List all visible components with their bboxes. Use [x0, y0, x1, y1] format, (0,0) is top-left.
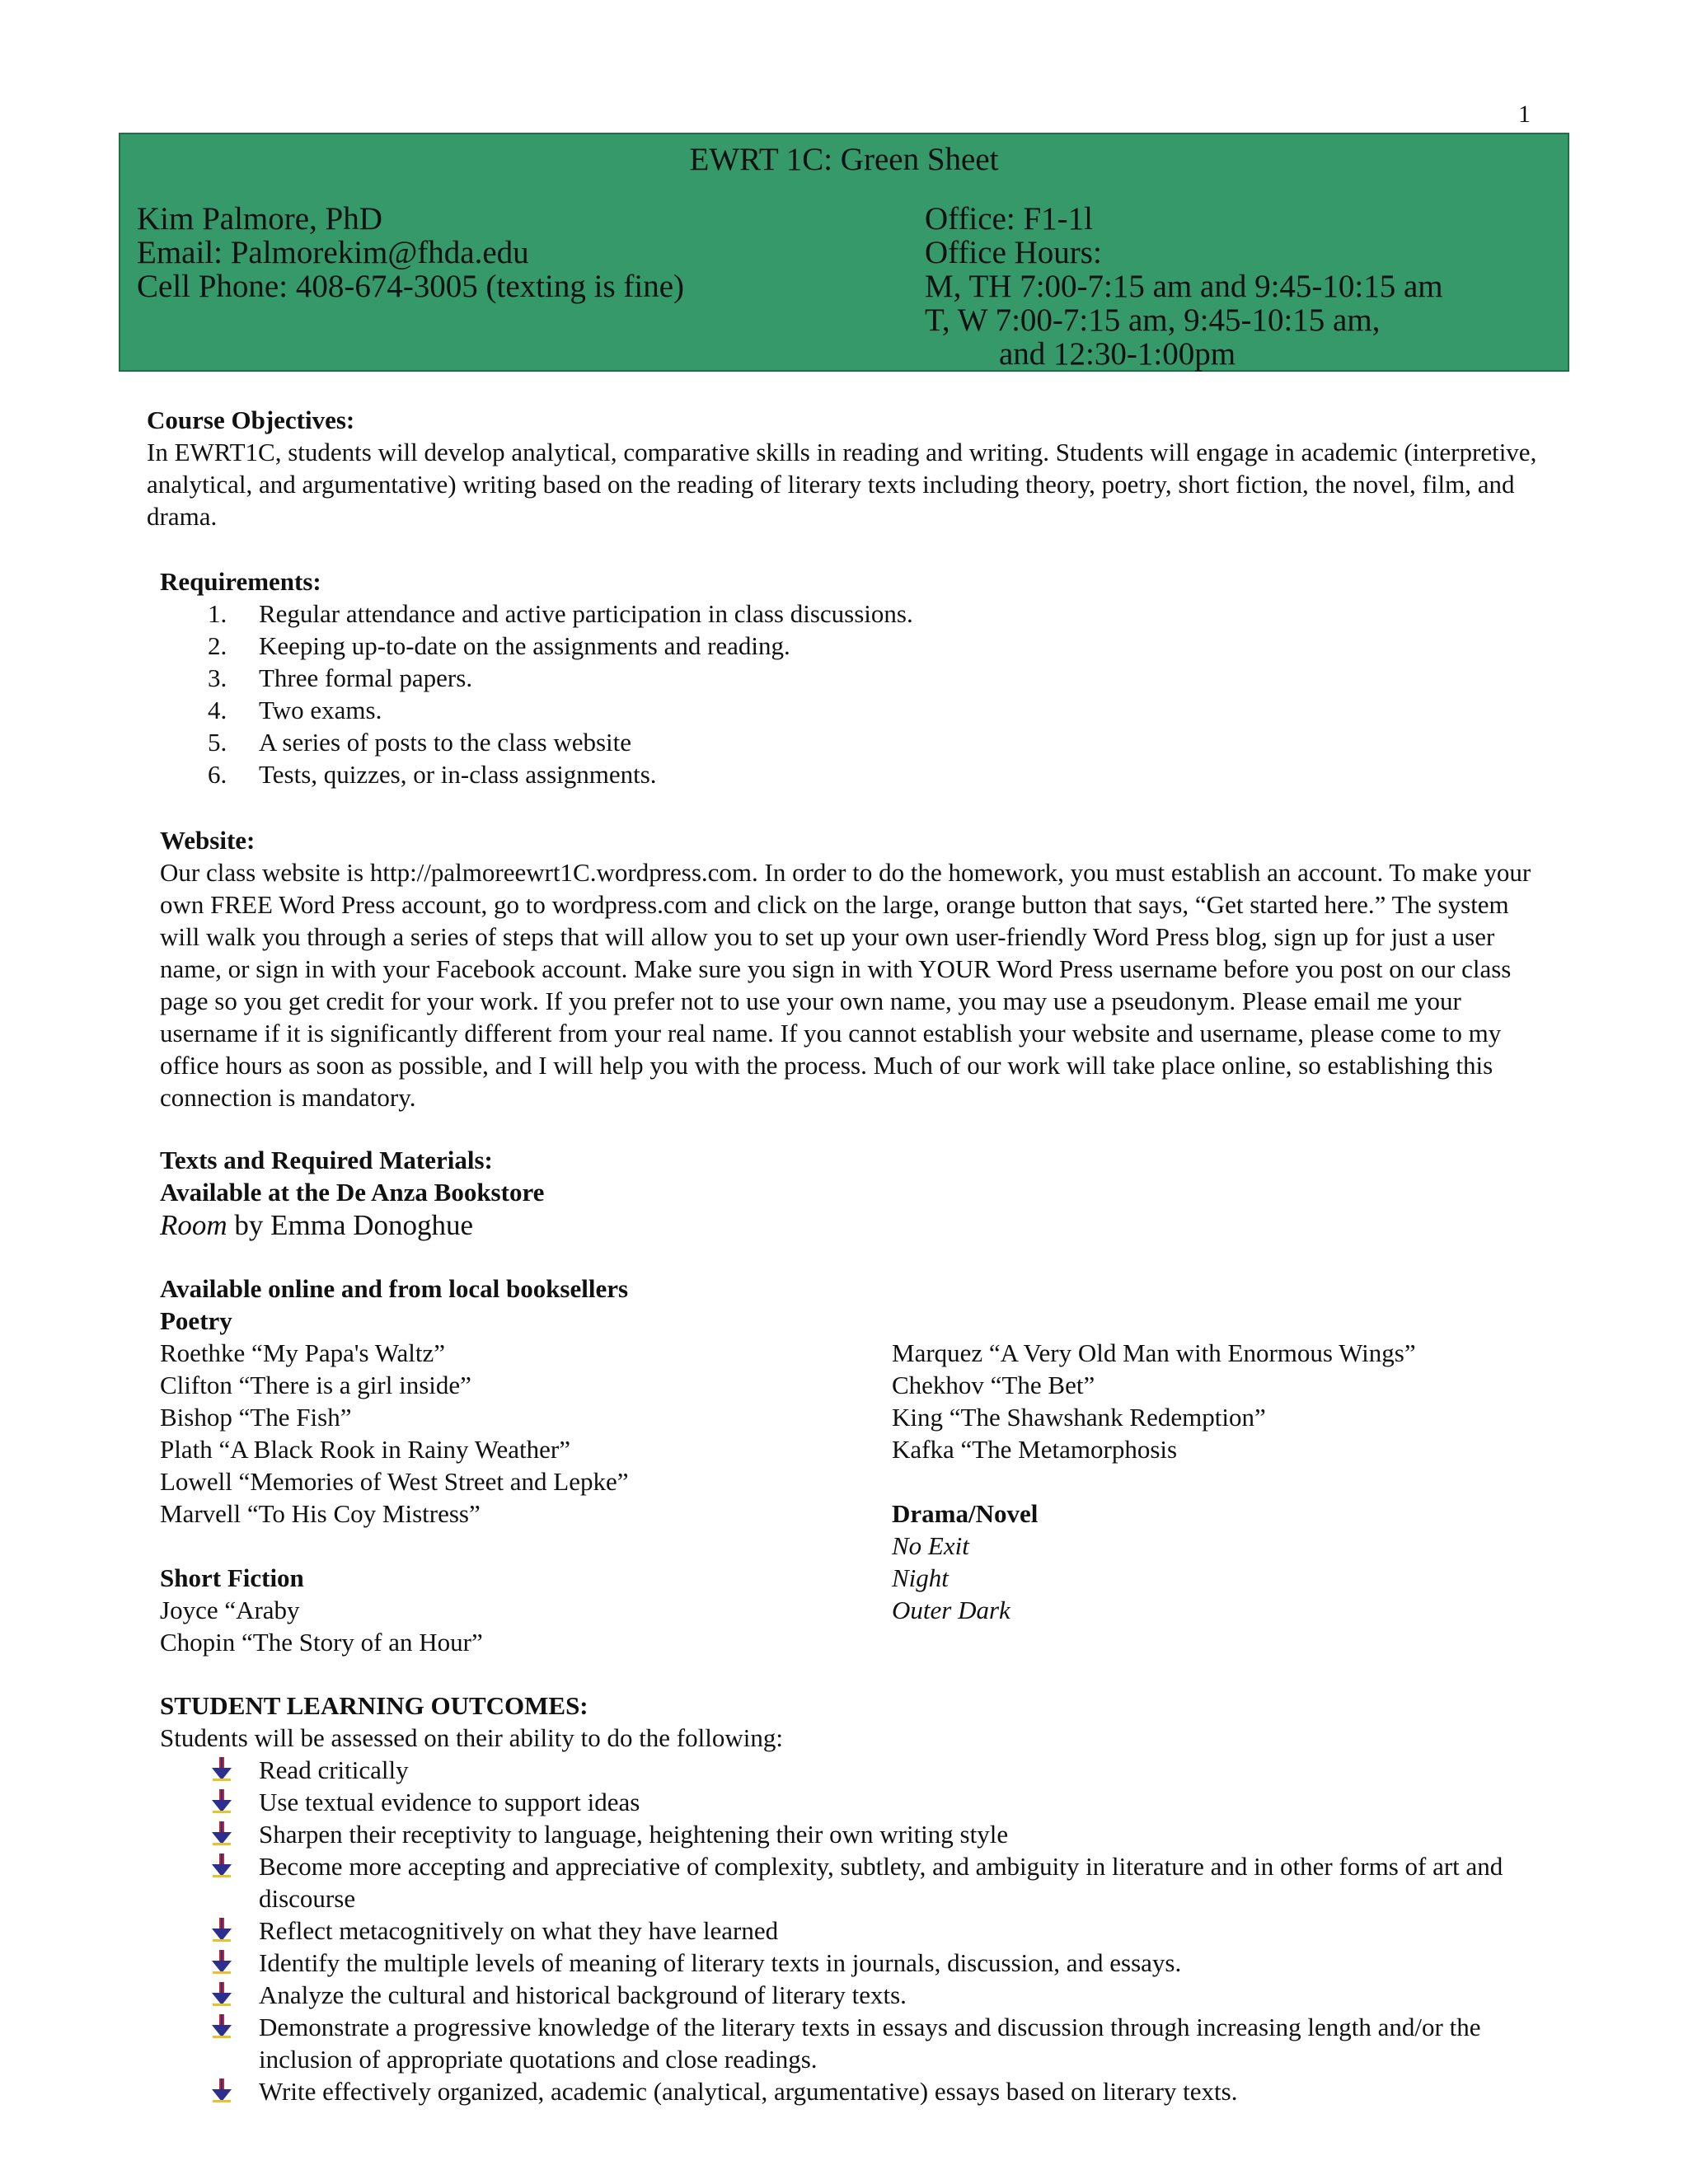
header-title: EWRT 1C: Green Sheet [689, 142, 999, 177]
office-hours-line: and 12:30-1:00pm [999, 336, 1236, 372]
list-item [160, 630, 1553, 662]
outcome-text: Reflect metacognitively on what they have learned [259, 1916, 779, 1945]
list-item [160, 2011, 1545, 2075]
outcome-text: Sharpen their receptivity to language, heightening their own writing style [259, 1820, 1009, 1849]
list-item [160, 598, 1553, 630]
list-text: Tests, quizzes, or in-class assignments. [259, 760, 657, 789]
outcomes-list [160, 1754, 1545, 2107]
list-item [160, 1786, 1545, 1818]
list-text: Keeping up-to-date on the assignments and reading. [259, 631, 790, 660]
list-text: A series of posts to the class website [259, 728, 632, 757]
list-number: 3. [208, 663, 227, 692]
outcome-text: Use textual evidence to support ideas [259, 1788, 640, 1816]
arrow-down-icon [211, 1757, 232, 1782]
list-number: 1. [208, 599, 227, 628]
short-fiction-item: Chekhov “The Bet” [892, 1371, 1095, 1399]
list-number: 2. [208, 631, 227, 660]
arrow-down-icon [211, 1789, 232, 1814]
short-fiction-item: Kafka “The Metamorphosis [892, 1435, 1178, 1464]
poem-item: Lowell “Memories of West Street and Lepke” [160, 1467, 629, 1496]
page-number: 1 [1518, 101, 1531, 128]
list-item [160, 1915, 1545, 1947]
drama-item: Outer Dark [892, 1596, 1010, 1624]
room-book [160, 1208, 902, 1243]
list-number: 5. [208, 728, 227, 757]
list-item [160, 726, 1553, 758]
course-objectives-heading: Course Objectives: [147, 405, 355, 434]
list-item [160, 758, 1553, 790]
list-item [160, 2075, 1545, 2107]
online-heading: Available online and from local booksellers [160, 1274, 629, 1303]
office-hours-label: Office Hours: [925, 235, 1102, 270]
short-fiction-item: Joyce “Araby [160, 1596, 300, 1624]
list-item [160, 1979, 1545, 2011]
short-fiction-item: Chopin “The Story of an Hour” [160, 1628, 483, 1657]
texts-right-column [892, 1337, 1568, 1626]
poem-item: Clifton “There is a girl inside” [160, 1371, 471, 1399]
outcome-text: Read critically [259, 1755, 409, 1784]
outcomes-intro: Students will be assessed on their ability to do the following: [160, 1723, 783, 1752]
poem-item: Roethke “My Papa's Waltz” [160, 1338, 446, 1367]
website-heading: Website: [160, 826, 256, 855]
arrow-down-icon [211, 2079, 232, 2103]
short-fiction-item: King “The Shawshank Redemption” [892, 1403, 1266, 1432]
texts-heading: Texts and Required Materials: [160, 1146, 493, 1174]
outcome-text: Become more accepting and appreciative of complexity, subtlety, and ambiguity in literature and in other forms of art and discourse [259, 1852, 1503, 1913]
poem-item: Marvell “To His Coy Mistress” [160, 1499, 481, 1528]
poem-item: Plath “A Black Rook in Rainy Weather” [160, 1435, 570, 1464]
poem-item: Bishop “The Fish” [160, 1403, 352, 1432]
instructor-name: Kim Palmore, PhD [137, 201, 382, 237]
list-item [160, 1818, 1545, 1850]
instructor-phone: Cell Phone: 408-674-3005 (texting is fine) [137, 269, 684, 304]
texts-left-column [160, 1272, 902, 1658]
outcome-text: Identify the multiple levels of meaning of literary texts in journals, discussion, and essays. [259, 1948, 1182, 1977]
poetry-heading: Poetry [160, 1306, 232, 1335]
room-title: Room [160, 1209, 227, 1241]
list-item [160, 1947, 1545, 1979]
office-hours-line: T, W 7:00-7:15 am, 9:45-10:15 am, [925, 302, 1381, 338]
list-text: Two exams. [259, 696, 382, 724]
list-item [160, 694, 1553, 726]
list-number: 4. [208, 696, 227, 724]
list-item [160, 1754, 1545, 1786]
course-objectives-section [147, 404, 1540, 532]
website-section [160, 824, 1545, 1113]
header-box [119, 133, 1569, 372]
list-number: 6. [208, 760, 227, 789]
drama-item: No Exit [892, 1531, 969, 1560]
list-text: Three formal papers. [259, 663, 473, 692]
arrow-down-icon [211, 1821, 232, 1846]
short-fiction-item: Marquez “A Very Old Man with Enormous Wings” [892, 1338, 1416, 1367]
header-contact [137, 202, 684, 303]
list-item [160, 1850, 1545, 1915]
requirements-section [160, 565, 1553, 790]
outcome-text: Write effectively organized, academic (analytical, argumentative) essays based on literary texts. [259, 2077, 1238, 2106]
header-office [925, 202, 1443, 371]
office-location: Office: F1-1l [925, 201, 1093, 237]
bookstore-heading: Available at the De Anza Bookstore [160, 1178, 545, 1207]
outcome-text: Analyze the cultural and historical background of literary texts. [259, 1980, 907, 2009]
drama-item: Night [892, 1563, 949, 1592]
drama-heading: Drama/Novel [892, 1499, 1039, 1528]
outcome-text: Demonstrate a progressive knowledge of the literary texts in essays and discussion through increasing length and/or the inclusion of appropriate quotations and close readings. [259, 2013, 1481, 2074]
arrow-down-icon [211, 1918, 232, 1943]
course-objectives-text: In EWRT1C, students will develop analytical, comparative skills in reading and writing. Students will engage in academic (interpretive, analytical, and argumentative) writing based on the reading of literary texts including theory, poetry, short fiction, the novel, film, and drama. [147, 438, 1537, 531]
requirements-heading: Requirements: [160, 567, 321, 596]
requirements-list [160, 598, 1553, 790]
texts-section [160, 1144, 902, 1243]
arrow-down-icon [211, 2014, 232, 2039]
room-author: by Emma Donoghue [227, 1209, 474, 1241]
arrow-down-icon [211, 1854, 232, 1878]
list-item [160, 662, 1553, 694]
instructor-email: Email: Palmorekim@fhda.edu [137, 235, 529, 270]
office-hours-line: M, TH 7:00-7:15 am and 9:45-10:15 am [925, 269, 1443, 304]
website-text: Our class website is http://palmoreewrt1C.wordpress.com. In order to do the homework, you must establish an account. To make your own FREE Word Press account, go to wordpress.com and click on the large, orange button that says, “Get started here.” The system will walk you through a series of steps that will allow you to set up your own user-friendly Word Press blog, sign up for just a user name, or sign in with your Facebook account. Make sure you sign in with YOUR Word Press username before you post on our class page so you get credit for your work. If you prefer not to use your own name, you may use a pseudonym. Please email me your username if it is significantly different from your real name. If you cannot establish your website and username, please come to my office hours as soon as possible, and I will help you with the process. Much of our work will take place online, so establishing this connection is mandatory. [160, 858, 1531, 1112]
arrow-down-icon [211, 1982, 232, 2007]
short-fiction-heading: Short Fiction [160, 1563, 304, 1592]
outcomes-heading: STUDENT LEARNING OUTCOMES: [160, 1691, 588, 1720]
learning-outcomes-section [160, 1690, 1545, 2107]
list-text: Regular attendance and active participation in class discussions. [259, 599, 913, 628]
arrow-down-icon [211, 1950, 232, 1975]
